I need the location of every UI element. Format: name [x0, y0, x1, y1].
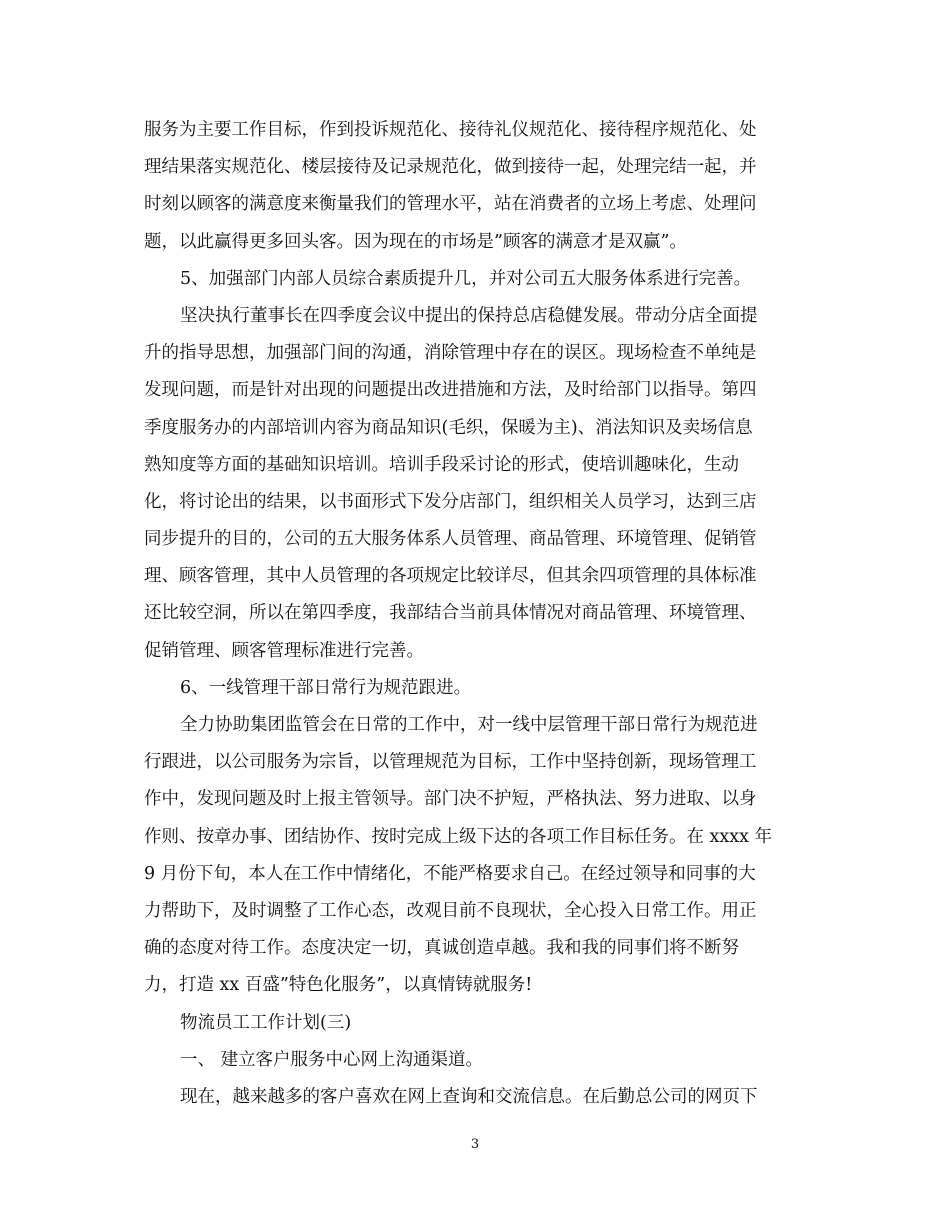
text-line: 力帮助下，及时调整了工作心态，改观目前不良现状，全心投入日常工作。用正 [144, 900, 757, 921]
text-line: 6、一线管理干部日常行为规范跟进。 [180, 677, 472, 698]
text-line: 力，打造 xx 百盛”特色化服务”，以真情铸就服务! [144, 975, 533, 996]
text-line: 全力协助集团监管会在日常的工作中，对一线中层管理干部日常行为规范进 [180, 715, 758, 735]
body-text [144, 112, 809, 1116]
text-line: 化，将讨论出的结果，以书面形式下发分店部门，组织相关人员学习，达到三店 [144, 491, 757, 512]
text-line: 物流员工工作计划(三) [180, 1012, 352, 1033]
text-line: 季度服务办的内部培训内容为商品知识(毛织，保暖为主)、消法知识及卖场信息 [144, 417, 753, 438]
text-line: 现在，越来越多的客户喜欢在网上查询和交流信息。在后勤总公司的网页下 [180, 1086, 758, 1107]
text-line: 行跟进，以公司服务为宗旨，以管理规范为目标，工作中坚持创新，现场管理工 [144, 752, 757, 773]
text-line: 题，以此赢得更多回头客。因为现在的市场是”顾客的满意才是双赢”。 [144, 231, 687, 252]
text-line: 作中，发现问题及时上报主管领导。部门决不护短，严格执法、努力进取、以身 [144, 789, 757, 810]
page-number: 3 [470, 1137, 480, 1152]
text-line: 作则、按章办事、团结协作、按时完成上级下达的各项工作目标任务。在 xxxx 年 [144, 826, 773, 847]
text-line: 服务为主要工作目标，作到投诉规范化、接待礼仪规范化、接待程序规范化、处 [144, 120, 757, 140]
text-line: 发现问题，而是针对出现的问题提出改进措施和方法，及时给部门以指导。第四 [144, 380, 757, 401]
text-line: 升的指导思想，加强部门间的沟通，消除管理中存在的误区。现场检查不单纯是 [144, 343, 757, 364]
text-line: 时刻以顾客的满意度来衡量我们的管理水平，站在消费者的立场上考虑、处理问 [144, 194, 757, 215]
text-line: 9 月份下旬，本人在工作中情绪化，不能严格要求自己。在经过领导和同事的大 [144, 863, 756, 884]
text-line: 还比较空洞，所以在第四季度，我部结合当前具体情况对商品管理、环境管理、 [144, 603, 757, 624]
text-line: 熟知度等方面的基础知识培训。培训手段采讨论的形式，使培训趣味化，生动 [144, 454, 739, 475]
text-line: 5、加强部门内部人员综合素质提升几，并对公司五大服务体系进行完善。 [180, 268, 752, 289]
text-line: 促销管理、顾客管理标准进行完善。 [144, 640, 424, 661]
text-line: 理、顾客管理，其中人员管理的各项规定比较详尽，但其余四项管理的具体标准 [144, 566, 757, 587]
text-line: 一、 建立客户服务中心网上沟通渠道。 [180, 1049, 484, 1070]
text-line: 坚决执行董事长在四季度会议中提出的保持总店稳健发展。带动分店全面提 [180, 305, 758, 326]
text-line: 理结果落实规范化、楼层接待及记录规范化，做到接待一起，处理完结一起，并 [144, 157, 757, 178]
text-line: 确的态度对待工作。态度决定一切，真诚创造卓越。我和我的同事们将不断努 [144, 938, 739, 959]
text-line: 同步提升的目的，公司的五大服务体系人员管理、商品管理、环境管理、促销管 [144, 529, 757, 550]
